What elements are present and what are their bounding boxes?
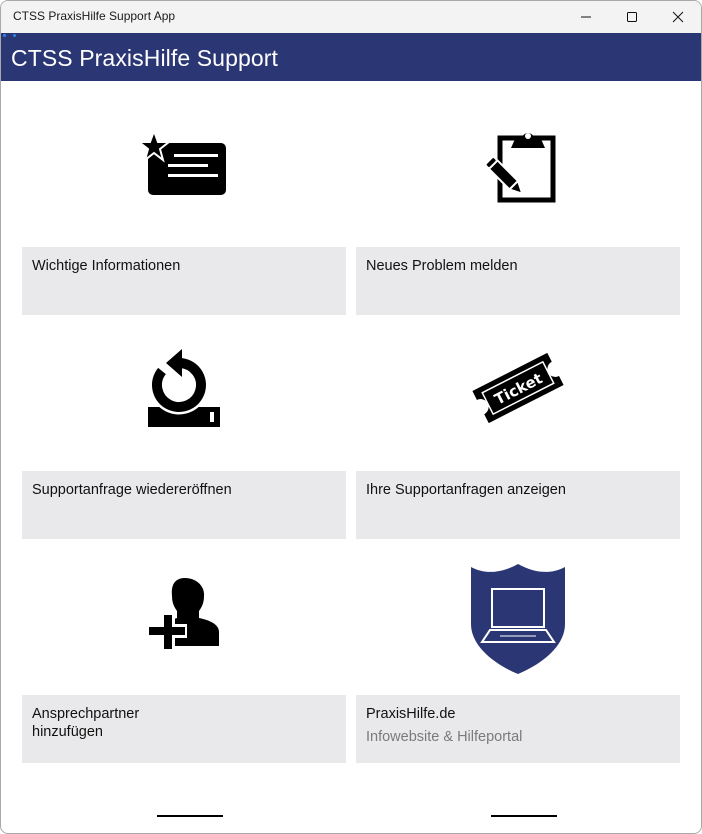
ticket-icon (470, 350, 566, 426)
important-info-star-card-icon (139, 131, 229, 197)
svg-text:Ticket: Ticket (491, 369, 546, 409)
maximize-icon (626, 11, 638, 23)
app-header (1, 33, 701, 81)
shield-laptop-icon (470, 564, 566, 674)
title-bar[interactable] (1, 1, 701, 33)
tile-label: Ansprechpartner hinzufügen (32, 706, 140, 740)
clipboard-pencil-icon (478, 124, 558, 204)
tile-label: PraxisHilfe.de (366, 706, 456, 722)
tile-label: Neues Problem melden (366, 258, 518, 274)
add-contact-person-icon (147, 574, 221, 650)
page-title: CTSS PraxisHilfe Support (11, 45, 278, 71)
scroll-indicator-left (157, 815, 223, 817)
reopen-restore-icon (146, 347, 222, 429)
tile-label: Ihre Supportanfragen anzeigen (366, 482, 566, 498)
scroll-indicator-right (491, 815, 557, 817)
tile-sublabel: Infowebsite & Hilfeportal (366, 729, 523, 745)
tile-label: Supportanfrage wiedereröffnen (32, 482, 232, 498)
close-button[interactable] (655, 1, 701, 33)
window-title: CTSS PraxisHilfe Support App (13, 9, 176, 23)
maximize-button[interactable] (609, 1, 655, 33)
close-icon (672, 11, 684, 23)
minimize-icon (580, 11, 592, 23)
tile-label: Wichtige Informationen (32, 258, 181, 274)
minimize-button[interactable] (563, 1, 609, 33)
